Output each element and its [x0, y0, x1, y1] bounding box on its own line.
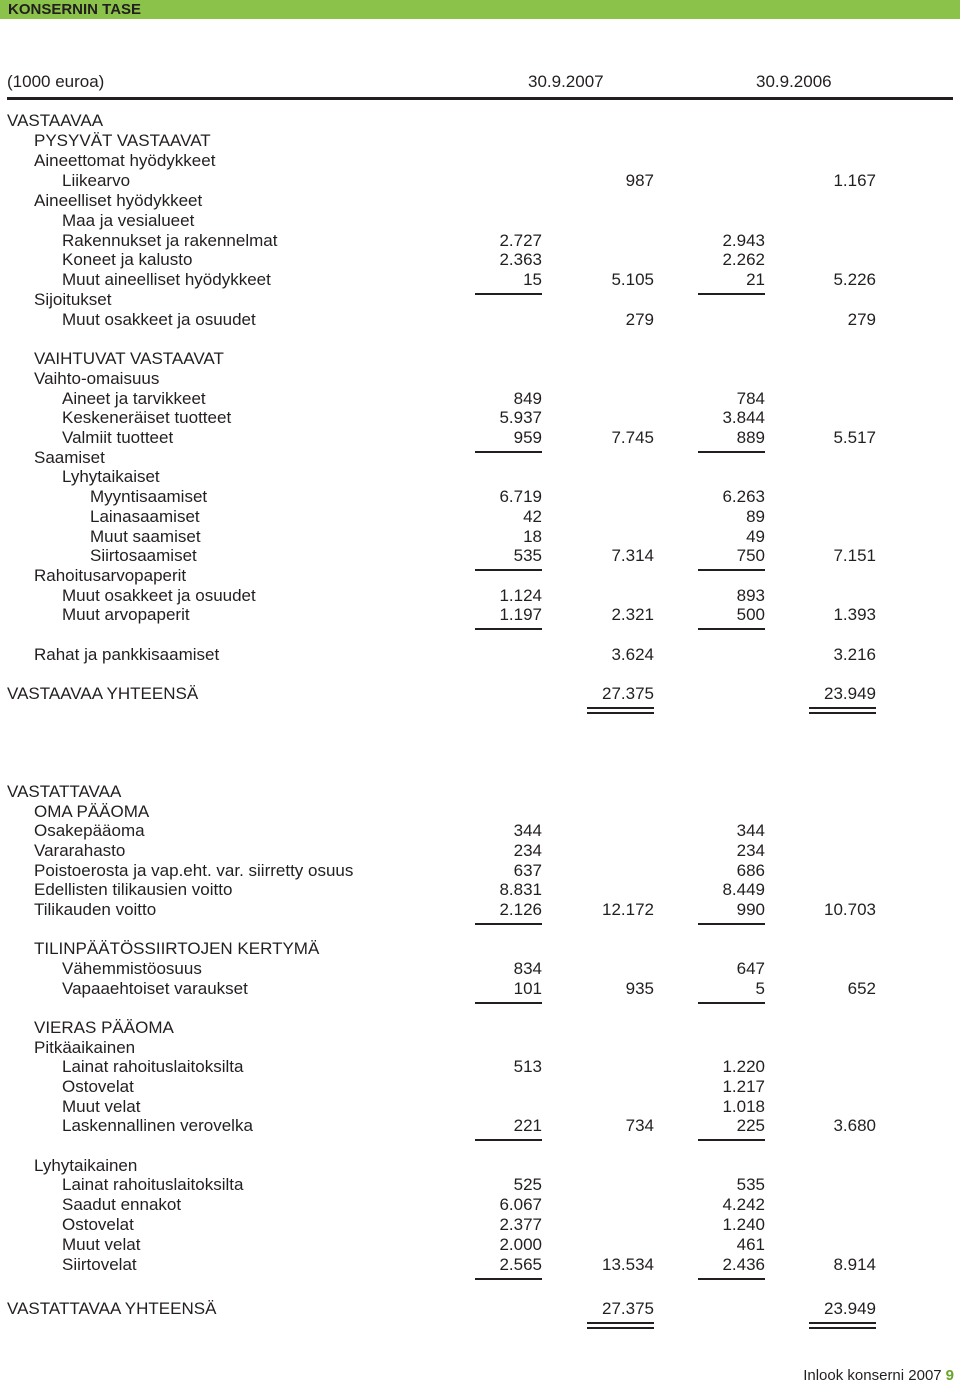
row-label: Muut velat: [62, 1097, 141, 1116]
row-label: Ostovelat: [62, 1077, 134, 1096]
row-value-c1: 525: [513, 1175, 542, 1194]
double-underline-rule: [809, 707, 876, 709]
row-label: VIERAS PÄÄOMA: [34, 1018, 174, 1037]
underline-rule: [475, 1139, 542, 1141]
row-label: Keskeneräiset tuotteet: [62, 408, 232, 427]
double-underline-rule: [809, 1327, 876, 1329]
row-label: Aineettomat hyödykkeet: [34, 151, 216, 170]
table-row: [0, 645, 960, 665]
table-row: [0, 684, 960, 704]
table-row: [0, 1077, 960, 1097]
row-label: Siirtovelat: [62, 1255, 137, 1274]
row-value-c3: 225: [736, 1116, 765, 1135]
row-value-c3: 3.844: [722, 408, 765, 427]
table-row: [0, 507, 960, 527]
row-value-c1: 234: [513, 841, 542, 860]
row-value-c2: 13.534: [602, 1255, 654, 1274]
table-row: [0, 1097, 960, 1117]
row-value-c2: 987: [625, 171, 654, 190]
row-label: Poistoerosta ja vap.eht. var. siirretty osuus: [34, 861, 354, 880]
row-label: Rakennukset ja rakennelmat: [62, 231, 278, 250]
row-value-c3: 2.943: [722, 231, 765, 250]
row-value-c3: 1.018: [722, 1097, 765, 1116]
table-row: [0, 527, 960, 547]
row-label: Lainasaamiset: [90, 507, 200, 526]
row-value-c4: 10.703: [824, 900, 876, 919]
row-value-c3: 234: [736, 841, 765, 860]
row-value-c1: 959: [513, 428, 542, 447]
row-value-c3: 6.263: [722, 487, 765, 506]
table-row: [0, 250, 960, 270]
row-value-c3: 21: [746, 270, 765, 289]
table-row: [0, 782, 960, 802]
underline-rule: [698, 1139, 765, 1141]
table-row: [0, 1235, 960, 1255]
row-label: VASTATTAVAA YHTEENSÄ: [7, 1299, 217, 1318]
table-row: [0, 802, 960, 822]
table-row: [0, 605, 960, 625]
row-value-c1: 5.937: [499, 408, 542, 427]
page-footer: [803, 1366, 954, 1386]
row-label: Laskennallinen verovelka: [62, 1116, 253, 1135]
table-row: [0, 900, 960, 920]
row-value-c3: 4.242: [722, 1195, 765, 1214]
table-row: [0, 1156, 960, 1176]
row-value-c1: 2.727: [499, 231, 542, 250]
underline-rule: [698, 1002, 765, 1004]
table-row: [0, 586, 960, 606]
row-value-c3: 5: [755, 979, 765, 998]
row-label: PYSYVÄT VASTAAVAT: [34, 131, 211, 150]
row-label: Vähemmistöosuus: [62, 959, 202, 978]
column-header-2007: 30.9.2007: [528, 72, 604, 91]
row-value-c4: 23.949: [824, 1299, 876, 1318]
row-value-c1: 637: [513, 861, 542, 880]
row-value-c2: 2.321: [611, 605, 654, 624]
row-label: TILINPÄÄTÖSSIIRTOJEN KERTYMÄ: [34, 939, 320, 958]
table-row: [0, 841, 960, 861]
row-label: Muut saamiset: [90, 527, 201, 546]
table-row: [0, 231, 960, 251]
row-label: Vararahasto: [34, 841, 126, 860]
row-value-c4: 279: [847, 310, 876, 329]
table-row: [0, 1018, 960, 1038]
table-row: [0, 171, 960, 191]
row-value-c3: 784: [736, 389, 765, 408]
row-value-c4: 1.167: [833, 171, 876, 190]
row-value-c3: 8.449: [722, 880, 765, 899]
row-label: Sijoitukset: [34, 290, 112, 309]
row-label: VASTATTAVAA: [7, 782, 122, 801]
table-row: [0, 546, 960, 566]
row-value-c1: 42: [523, 507, 542, 526]
row-label: VAIHTUVAT VASTAAVAT: [34, 349, 224, 368]
row-label: VASTAAVAA YHTEENSÄ: [7, 684, 199, 703]
row-label: Aineelliset hyödykkeet: [34, 191, 203, 210]
row-value-c1: 2.565: [499, 1255, 542, 1274]
table-row: [0, 467, 960, 487]
row-label: Muut osakkeet ja osuudet: [62, 310, 256, 329]
row-value-c1: 2.126: [499, 900, 542, 919]
row-label: Vaihto-omaisuus: [34, 369, 160, 388]
row-value-c2: 27.375: [602, 1299, 654, 1318]
row-label: Muut arvopaperit: [62, 605, 190, 624]
row-label: Siirtosaamiset: [90, 546, 197, 565]
row-label: Aineet ja tarvikkeet: [62, 389, 206, 408]
row-value-c2: 5.105: [611, 270, 654, 289]
row-value-c4: 5.226: [833, 270, 876, 289]
table-row: [0, 1195, 960, 1215]
row-value-c2: 734: [625, 1116, 654, 1135]
row-value-c2: 935: [625, 979, 654, 998]
row-value-c1: 1.197: [499, 605, 542, 624]
header-rule: [7, 97, 953, 100]
table-row: [0, 1299, 960, 1319]
row-value-c1: 18: [523, 527, 542, 546]
row-value-c1: 834: [513, 959, 542, 978]
row-value-c3: 49: [746, 527, 765, 546]
row-value-c3: 1.240: [722, 1215, 765, 1234]
row-label: Pitkäaikainen: [34, 1038, 136, 1057]
row-label: Lainat rahoituslaitoksilta: [62, 1175, 244, 1194]
underline-rule: [475, 1002, 542, 1004]
row-value-c3: 2.436: [722, 1255, 765, 1274]
table-row: [0, 369, 960, 389]
row-label: Koneet ja kalusto: [62, 250, 193, 269]
row-label: Osakepääoma: [34, 821, 145, 840]
row-value-c4: 5.517: [833, 428, 876, 447]
table-row: [0, 1255, 960, 1275]
row-label: Rahoitusarvopaperit: [34, 566, 187, 585]
row-label: Edellisten tilikausien voitto: [34, 880, 233, 899]
row-value-c1: 2.000: [499, 1235, 542, 1254]
row-value-c4: 23.949: [824, 684, 876, 703]
underline-rule: [698, 923, 765, 925]
row-value-c1: 849: [513, 389, 542, 408]
underline-rule: [475, 1278, 542, 1280]
table-row: [0, 979, 960, 999]
row-value-c3: 647: [736, 959, 765, 978]
row-label: Lyhytaikainen: [34, 1156, 138, 1175]
row-value-c3: 500: [736, 605, 765, 624]
table-row: [0, 111, 960, 131]
row-label: Muut osakkeet ja osuudet: [62, 586, 256, 605]
row-value-c3: 1.220: [722, 1057, 765, 1076]
underline-rule: [475, 628, 542, 630]
row-value-c2: 27.375: [602, 684, 654, 703]
row-value-c1: 344: [513, 821, 542, 840]
row-label: Lyhytaikaiset: [62, 467, 160, 486]
row-value-c1: 535: [513, 546, 542, 565]
row-label: Maa ja vesialueet: [62, 211, 195, 230]
table-row: [0, 487, 960, 507]
table-row: [0, 880, 960, 900]
row-value-c1: 6.719: [499, 487, 542, 506]
column-header-2006: 30.9.2006: [756, 72, 832, 91]
underline-rule: [475, 923, 542, 925]
table-row: [0, 349, 960, 369]
row-value-c2: 3.624: [611, 645, 654, 664]
table-row: [0, 408, 960, 428]
double-underline-rule: [809, 712, 876, 714]
row-value-c3: 344: [736, 821, 765, 840]
row-value-c3: 750: [736, 546, 765, 565]
row-value-c1: 6.067: [499, 1195, 542, 1214]
row-value-c3: 686: [736, 861, 765, 880]
row-value-c3: 889: [736, 428, 765, 447]
table-row: [0, 1175, 960, 1195]
row-value-c4: 1.393: [833, 605, 876, 624]
row-label: Saadut ennakot: [62, 1195, 182, 1214]
table-row: [0, 1116, 960, 1136]
row-value-c2: 12.172: [602, 900, 654, 919]
row-label: Tilikauden voitto: [34, 900, 157, 919]
row-value-c1: 8.831: [499, 880, 542, 899]
row-label: Muut aineelliset hyödykkeet: [62, 270, 271, 289]
row-value-c4: 3.216: [833, 645, 876, 664]
row-label: Lainat rahoituslaitoksilta: [62, 1057, 244, 1076]
row-label: Liikearvo: [62, 171, 131, 190]
row-label: Ostovelat: [62, 1215, 134, 1234]
underline-rule: [698, 1278, 765, 1280]
row-value-c4: 652: [847, 979, 876, 998]
row-value-c1: 221: [513, 1116, 542, 1135]
row-value-c1: 513: [513, 1057, 542, 1076]
unit-label: (1000 euroa): [7, 72, 105, 91]
underline-rule: [698, 628, 765, 630]
table-row: [0, 861, 960, 881]
page-title: KONSERNIN TASE: [8, 1, 142, 18]
row-value-c2: 7.745: [611, 428, 654, 447]
row-value-c4: 3.680: [833, 1116, 876, 1135]
row-value-c3: 461: [736, 1235, 765, 1254]
row-label: Rahat ja pankkisaamiset: [34, 645, 220, 664]
double-underline-rule: [809, 1322, 876, 1324]
double-underline-rule: [587, 712, 654, 714]
footer-text: Inlook konserni 2007: [803, 1367, 942, 1384]
row-value-c2: 7.314: [611, 546, 654, 565]
row-value-c2: 279: [625, 310, 654, 329]
row-label: VASTAAVAA: [7, 111, 104, 130]
row-value-c3: 89: [746, 507, 765, 526]
table-row: [0, 191, 960, 211]
row-value-c1: 2.377: [499, 1215, 542, 1234]
table-row: [0, 566, 960, 586]
double-underline-rule: [587, 1322, 654, 1324]
row-label: Myyntisaamiset: [90, 487, 208, 506]
row-value-c1: 1.124: [499, 586, 542, 605]
row-label: OMA PÄÄOMA: [34, 802, 150, 821]
page-number: 9: [945, 1367, 954, 1384]
table-row: [0, 131, 960, 151]
row-value-c1: 15: [523, 270, 542, 289]
row-label: Muut velat: [62, 1235, 141, 1254]
title-bar: [0, 0, 960, 19]
row-value-c3: 2.262: [722, 250, 765, 269]
table-row: [0, 1215, 960, 1235]
row-value-c3: 1.217: [722, 1077, 765, 1096]
row-value-c3: 990: [736, 900, 765, 919]
table-row: [0, 151, 960, 171]
row-label: Saamiset: [34, 448, 105, 467]
row-value-c1: 2.363: [499, 250, 542, 269]
table-row: [0, 270, 960, 290]
table-row: [0, 310, 960, 330]
table-row: [0, 428, 960, 448]
row-value-c3: 535: [736, 1175, 765, 1194]
table-row: [0, 211, 960, 231]
table-row: [0, 1057, 960, 1077]
table-row: [0, 1038, 960, 1058]
row-value-c3: 893: [736, 586, 765, 605]
row-label: Valmiit tuotteet: [62, 428, 174, 447]
table-row: [0, 959, 960, 979]
table-row: [0, 821, 960, 841]
table-row: [0, 448, 960, 468]
row-value-c1: 101: [513, 979, 542, 998]
table-row: [0, 290, 960, 310]
row-value-c4: 8.914: [833, 1255, 876, 1274]
table-row: [0, 389, 960, 409]
row-label: Vapaaehtoiset varaukset: [62, 979, 248, 998]
double-underline-rule: [587, 707, 654, 709]
double-underline-rule: [587, 1327, 654, 1329]
table-row: [0, 939, 960, 959]
row-value-c4: 7.151: [833, 546, 876, 565]
